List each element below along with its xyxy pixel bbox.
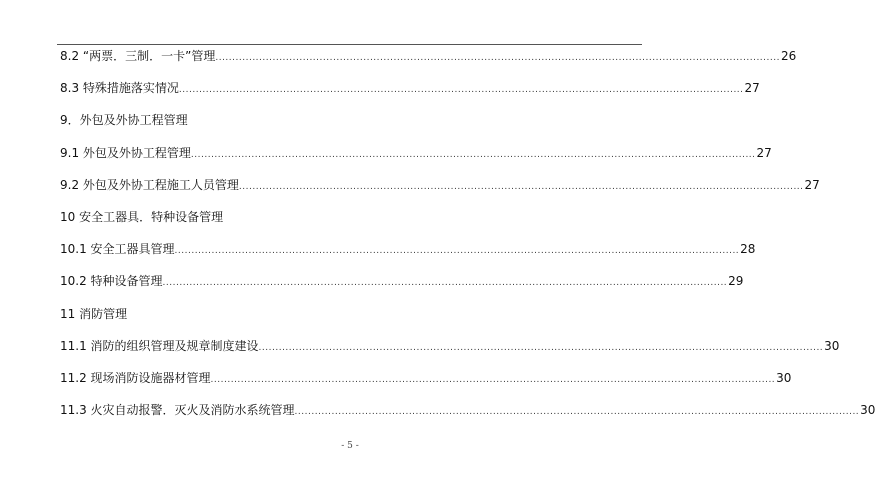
toc-entry-page: 26 bbox=[780, 49, 797, 63]
toc-entry-label: 9.1 外包及外协工程管理 bbox=[60, 146, 191, 160]
toc-entry-page: 30 bbox=[860, 403, 875, 417]
dot-leader: ........................................................................................................................................................................ bbox=[178, 85, 744, 95]
toc-entry-page: 27 bbox=[804, 178, 820, 192]
dot-leader: ........................................................................................................................................................................ bbox=[238, 182, 804, 192]
toc-entry-page: 27 bbox=[744, 81, 760, 95]
toc-entry-page: 28 bbox=[740, 242, 756, 256]
toc-entry-label: 11.3 火灾自动报警．灭火及消防水系统管理 bbox=[60, 403, 295, 417]
toc-entry-label: 11.1 消防的组织管理及规章制度建设 bbox=[60, 339, 259, 353]
toc-heading-label: 9．外包及外协工程管理 bbox=[60, 113, 188, 127]
toc-entry-page: 30 bbox=[776, 371, 792, 385]
toc-entry-10-2[interactable] bbox=[60, 271, 744, 291]
toc-heading-label: 11 消防管理 bbox=[60, 307, 128, 321]
dot-leader: ........................................................................................................................................................................ bbox=[210, 375, 776, 385]
toc-entry-9-2[interactable] bbox=[60, 175, 820, 195]
toc-entry-page: 27 bbox=[756, 146, 772, 160]
toc-entry-10-1[interactable] bbox=[60, 239, 756, 259]
dot-leader: ........................................................................................................................................................................ bbox=[294, 407, 860, 417]
toc-entry-label: 10.1 安全工器具管理 bbox=[60, 242, 175, 256]
toc-entry-11-1[interactable] bbox=[60, 336, 840, 356]
dot-leader: ........................................................................................................................................................................ bbox=[174, 246, 740, 256]
page-number: - 5 - bbox=[341, 441, 359, 451]
dot-leader: ........................................................................................................................................................................ bbox=[258, 343, 824, 353]
toc-heading-label: 10 安全工器具．特种设备管理 bbox=[60, 210, 224, 224]
dot-leader: ........................................................................................................................................................................ bbox=[215, 53, 780, 63]
toc-entry-label: 10.2 特种设备管理 bbox=[60, 274, 163, 288]
toc-entry-9-1[interactable] bbox=[60, 143, 772, 163]
dot-leader: ........................................................................................................................................................................ bbox=[162, 278, 728, 288]
toc-entry-label: 11.2 现场消防设施器材管理 bbox=[60, 371, 211, 385]
toc-entry-label: 9.2 外包及外协工程施工人员管理 bbox=[60, 178, 239, 192]
toc-heading-9[interactable] bbox=[60, 110, 188, 130]
toc-entry-page: 29 bbox=[728, 274, 744, 288]
toc-entry-page: 30 bbox=[824, 339, 840, 353]
toc-entry-8-3[interactable] bbox=[60, 78, 760, 98]
dot-leader: ........................................................................................................................................................................ bbox=[190, 150, 756, 160]
toc-heading-10[interactable] bbox=[60, 207, 223, 227]
toc-entry-11-2[interactable] bbox=[60, 368, 792, 388]
toc-entry-8-2[interactable] bbox=[60, 46, 797, 66]
toc-entry-11-3[interactable] bbox=[60, 400, 875, 420]
toc-heading-11[interactable] bbox=[60, 304, 127, 324]
toc-entry-label: 8.3 特殊措施落实情况 bbox=[60, 81, 179, 95]
toc-entry-label: 8.2 “两票．三制．一卡”管理 bbox=[60, 49, 216, 63]
